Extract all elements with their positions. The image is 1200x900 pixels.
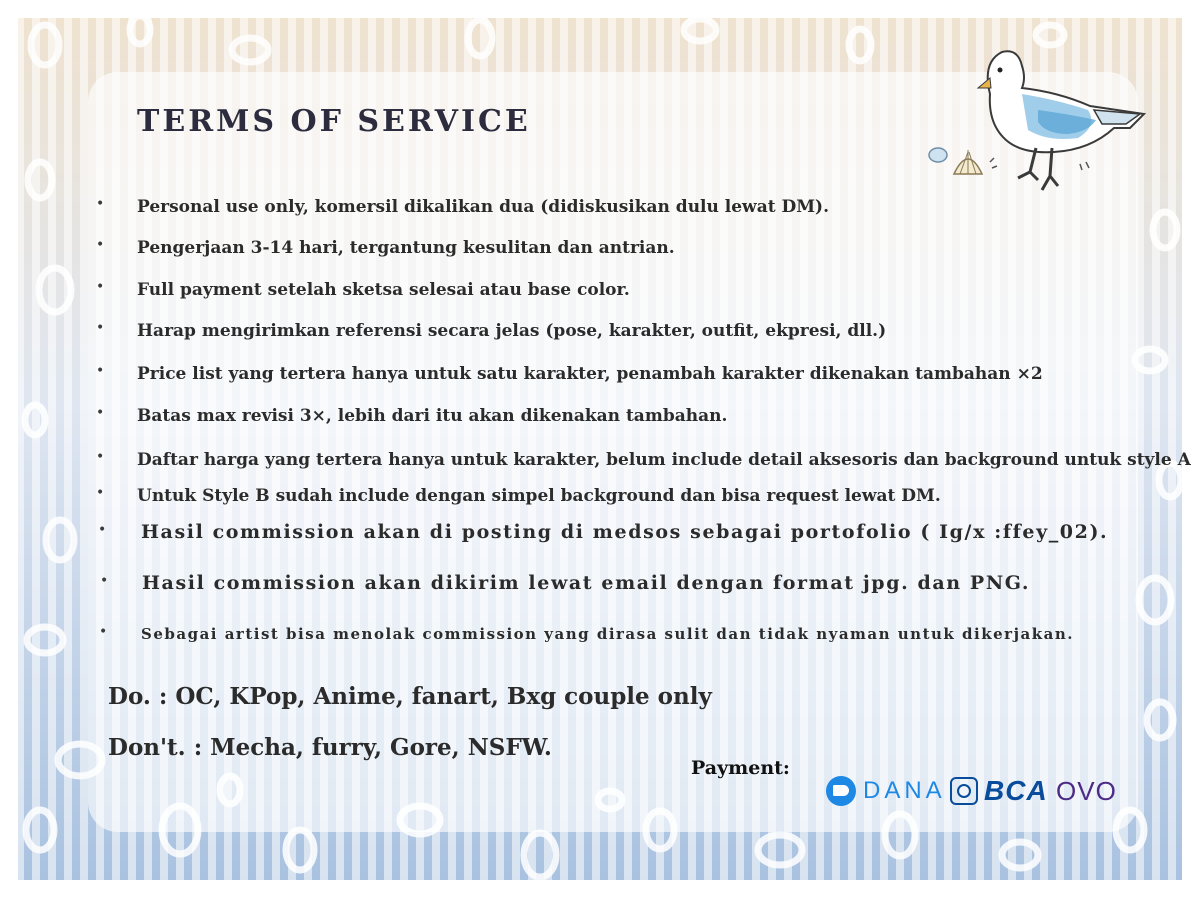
term-item: Daftar harga yang tertera hanya untuk karakter, belum include detail aksesoris dan background untuk style A [137, 450, 1191, 470]
bullet-icon: • [96, 405, 105, 421]
dana-logo-icon [826, 776, 856, 806]
seashell-icon [929, 148, 982, 174]
bca-logo-icon [950, 777, 978, 805]
ovo-logo: OVO [1056, 776, 1117, 806]
term-item: Pengerjaan 3-14 hari, tergantung kesulitan dan antrian. [137, 238, 675, 258]
bullet-icon: • [96, 279, 105, 295]
bullet-icon: • [96, 363, 105, 379]
term-item: Hasil commission akan di posting di medsos sebagai portofolio ( Ig/x :ffey_02). [141, 521, 1109, 543]
bullet-icon: • [100, 573, 109, 589]
bca-logo [950, 774, 1048, 808]
term-item: Untuk Style B sudah include dengan simpel background dan bisa request lewat DM. [137, 486, 941, 506]
dana-logo [826, 774, 946, 808]
payment-label: Payment: [691, 757, 790, 779]
page-title: TERMS OF SERVICE [137, 104, 531, 139]
seagull-illustration [918, 44, 1150, 196]
term-item: Full payment setelah sketsa selesai atau base color. [137, 280, 630, 300]
bullet-icon: • [96, 237, 105, 253]
bullet-icon: • [99, 624, 108, 640]
term-item: Price list yang tertera hanya untuk satu karakter, penambah karakter dikenakan tambahan ×2 [137, 364, 1043, 384]
term-item: Batas max revisi 3×, lebih dari itu akan dikenakan tambahan. [137, 406, 728, 426]
term-item: Sebagai artist bisa menolak commission yang dirasa sulit dan tidak nyaman untuk dikerjakan. [141, 625, 1074, 643]
dana-logo-text: DANA [863, 777, 946, 804]
term-item: Hasil commission akan dikirim lewat email dengan format jpg. dan PNG. [142, 572, 1031, 594]
bullet-icon: • [96, 196, 105, 212]
do-line: Do. : OC, KPop, Anime, fanart, Bxg couple only [108, 683, 712, 710]
term-item: Personal use only, komersil dikalikan dua (didiskusikan dulu lewat DM). [137, 197, 830, 217]
dont-line: Don't. : Mecha, furry, Gore, NSFW. [108, 734, 552, 761]
term-item: Harap mengirimkan referensi secara jelas (pose, karakter, outfit, ekpresi, dll.) [137, 321, 887, 341]
bullet-icon: • [98, 522, 107, 538]
bullet-icon: • [96, 320, 105, 336]
bullet-icon: • [96, 449, 105, 465]
bca-logo-text: BCA [984, 775, 1048, 806]
bullet-icon: • [96, 485, 105, 501]
